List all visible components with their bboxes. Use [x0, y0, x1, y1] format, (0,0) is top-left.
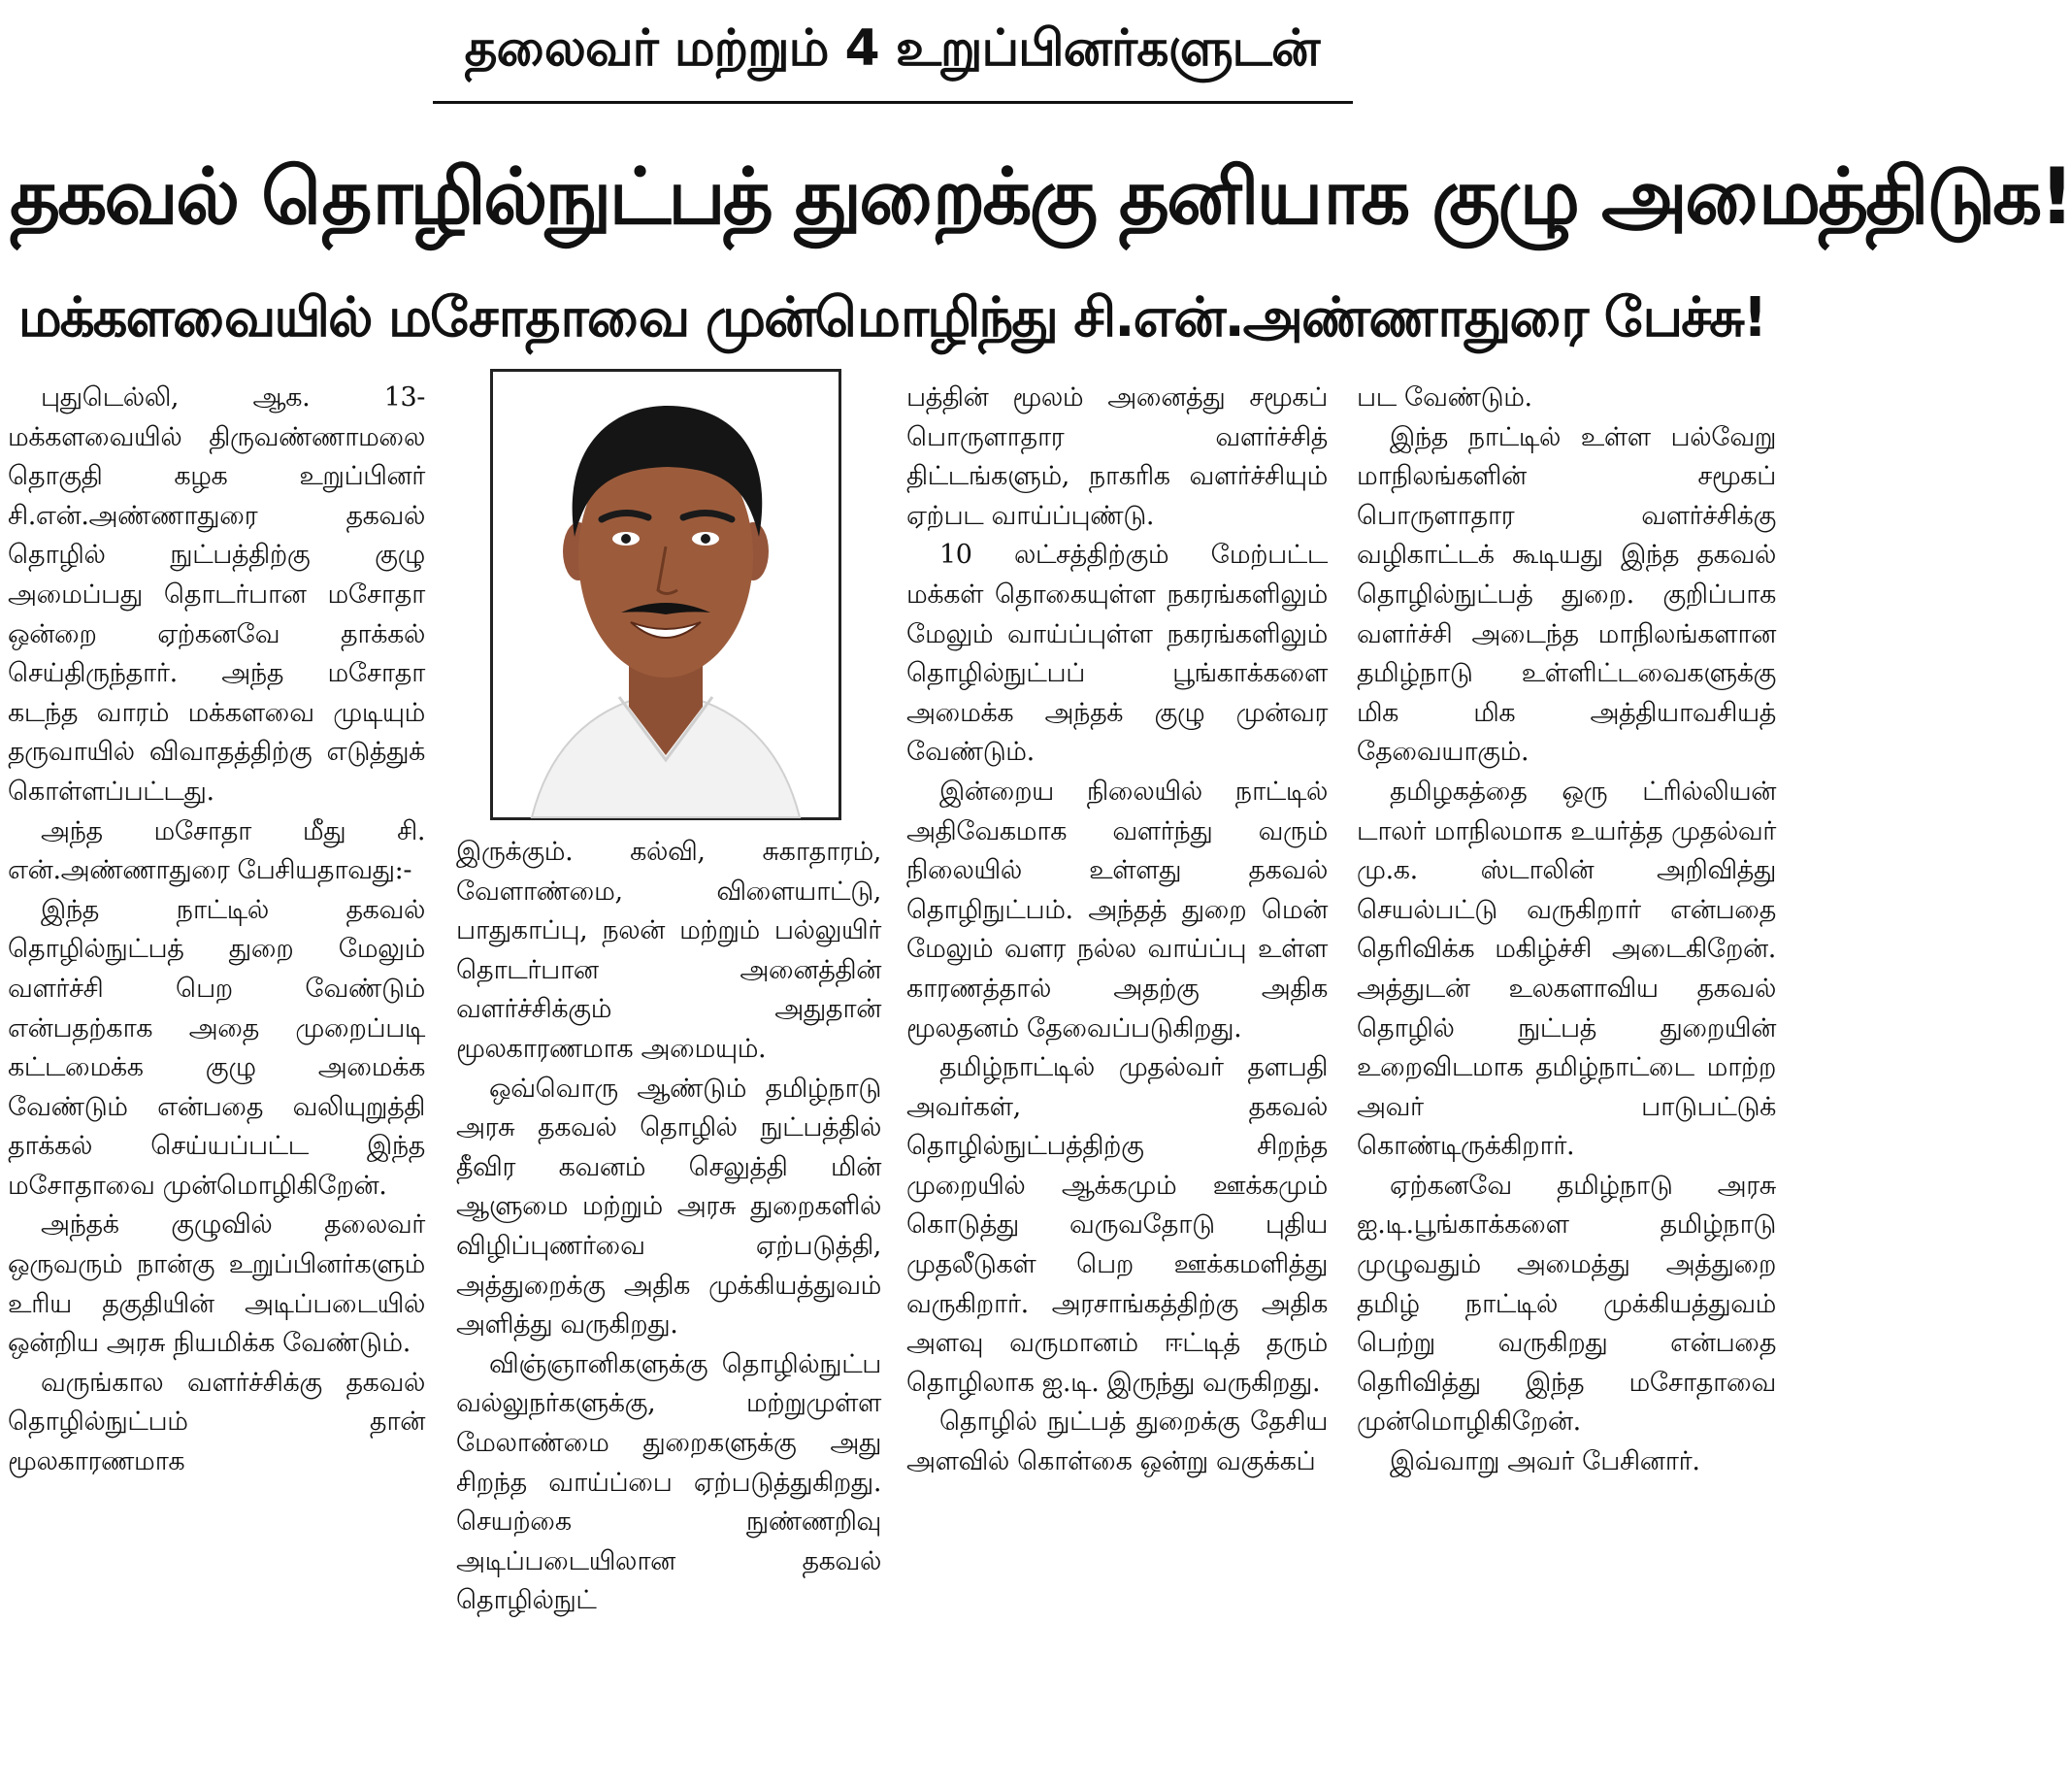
- paragraph: பட வேண்டும்.: [1357, 382, 1532, 413]
- paragraph: தொழில் நுட்பத் துறைக்கு தேசிய அளவில் கொள்கை ஒன்று வகுக்கப்: [906, 1407, 1328, 1477]
- portrait-image: [493, 372, 839, 817]
- article-column-4: [1357, 379, 1776, 1786]
- paragraph: வருங்கால வளர்ச்சிக்கு தகவல் தொழில்நுட்பம் தான் மூலகாரணமாக: [8, 1367, 425, 1477]
- paragraph: பத்தின் மூலம் அனைத்து சமூகப் பொருளாதார வளர்ச்சித் திட்டங்களும், நாகரிக வளர்ச்சியும் ஏற்பட வாய்ப்புண்டு.: [906, 382, 1328, 531]
- portrait-photo: [490, 369, 841, 820]
- kicker-headline: தலைவர் மற்றும் 4 உறுப்பினர்களுடன்: [464, 19, 1320, 78]
- paragraph: தமிழகத்தை ஒரு ட்ரில்லியன் டாலர் மாநிலமாக உயர்த்த முதல்வர் மு.க. ஸ்டாலின் அறிவித்து செயல்பட்டு வருகிறார் என்பதை தெரிவிக்க மகிழ்ச்சி அடைகிறேன். அத்துடன் உலகளாவிய தகவல் தொழில் நுட்பத் துறையின் உறைவிடமாக தமிழ்நாட்டை மாற்ற அவர் பாடுபட்டுக் கொண்டிருக்கிறார்.: [1357, 776, 1776, 1162]
- paragraph: இந்த நாட்டில் தகவல் தொழில்நுட்பத் துறை மேலும் வளர்ச்சி பெற வேண்டும் என்பதற்காக அதை முறைப்படி கட்டமைக்க குழு அமைக்க வேண்டும் என்பதை வலியுறுத்தி தாக்கல் செய்யப்பட்ட இந்த மசோதாவை முன்மொழிகிறேன்.: [8, 894, 425, 1201]
- article-column-2: [456, 833, 881, 1786]
- paragraph: இந்த நாட்டில் உள்ள பல்வேறு மாநிலங்களின் சமூகப் பொருளாதார வளர்ச்சிக்கு வழிகாட்டக் கூடியது இந்த தகவல் தொழில்நுட்பத் துறை. குறிப்பாக வளர்ச்சி அடைந்த மாநிலங்களான தமிழ்நாடு உள்ளிட்டவைகளுக்கு மிக மிக அத்தியாவசியத் தேவையாகும்.: [1357, 421, 1776, 768]
- paragraph: புதுடெல்லி, ஆக. 13- மக்களவையில் திருவண்ணாமலை தொகுதி கழக உறுப்பினர் சி.என்.அண்ணாதுரை தகவல் தொழில் நுட்பத்திற்கு குழு அமைப்பது தொடர்பான மசோதா ஒன்றை ஏற்கனவே தாக்கல் செய்திருந்தார். அந்த மசோதா கடந்த வாரம் மக்களவை முடியும் தருவாயில் விவாதத்திற்கு எடுத்துக் கொள்ளப்பட்டது.: [8, 382, 425, 807]
- paragraph: தமிழ்நாட்டில் முதல்வர் தளபதி அவர்கள், தகவல் தொழில்நுட்பத்திற்கு சிறந்த முறையில் ஆக்கமும் ஊக்கமும் கொடுத்து வருவதோடு புதிய முதலீடுகள் பெற ஊக்கமளித்து வருகிறார். அரசாங்கத்திற்கு அதிக அளவு வருமானம் ஈட்டித் தரும் தொழிலாக ஐ.டி. இருந்து வருகிறது.: [906, 1052, 1328, 1398]
- paragraph: ஒவ்வொரு ஆண்டும் தமிழ்நாடு அரசு தகவல் தொழில் நுட்பத்தில் தீவிர கவனம் செலுத்தி மின் ஆளுமை மற்றும் அரசு துறைகளில் விழிப்புணர்வை ஏற்படுத்தி, அத்துறைக்கு அதிக முக்கியத்துவம் அளித்து வருகிறது.: [456, 1073, 881, 1341]
- kicker-underline: [433, 101, 1353, 104]
- paragraph: இன்றைய நிலையில் நாட்டில் அதிவேகமாக வளர்ந்து வரும் நிலையில் உள்ளது தகவல் தொழிநுட்பம். அந்தத் துறை மென் மேலும் வளர நல்ல வாய்ப்பு உள்ள காரணத்தால் அதற்கு அதிக மூலதனம் தேவைப்படுகிறது.: [906, 776, 1328, 1043]
- paragraph: இருக்கும். கல்வி, சுகாதாரம், வேளாண்மை, விளையாட்டு, பாதுகாப்பு, நலன் மற்றும் பல்லுயிர் தொடர்பான அனைத்தின் வளர்ச்சிக்கும் அதுதான் மூலகாரணமாக அமையும்.: [456, 837, 881, 1064]
- article-column-1: [8, 379, 425, 1786]
- sub-headline: மக்களவையில் மசோதாவை முன்மொழிந்து சி.என்.அண்ணாதுரை பேச்சு!: [17, 286, 1766, 349]
- paragraph: இவ்வாறு அவர் பேசினார்.: [1390, 1446, 1700, 1477]
- article-column-3: [906, 379, 1328, 1786]
- paragraph: விஞ்ஞானிகளுக்கு தொழில்நுட்ப வல்லுநர்களுக்கு, மற்றுமுள்ள மேலாண்மை துறைகளுக்கு அது சிறந்த வாய்ப்பை ஏற்படுத்துகிறது. செயற்கை நுண்ணறிவு அடிப்படையிலான தகவல் தொழில்நுட்: [456, 1348, 881, 1616]
- paragraph: அந்தக் குழுவில் தலைவர் ஒருவரும் நான்கு உறுப்பினர்களும் உரிய தகுதியின் அடிப்படையில் ஒன்றிய அரசு நியமிக்க வேண்டும்.: [8, 1209, 425, 1359]
- paragraph: 10 லட்சத்திற்கும் மேற்பட்ட மக்கள் தொகையுள்ள நகரங்களிலும் மேலும் வாய்ப்புள்ள நகரங்களிலும் தொழில்நுட்பப் பூங்காக்களை அமைக்க அந்தக் குழு முன்வர வேண்டும்.: [906, 540, 1328, 768]
- paragraph: ஏற்கனவே தமிழ்நாடு அரசு ஐ.டி.பூங்காக்களை தமிழ்நாடு முழுவதும் அமைத்து அத்துறை தமிழ் நாட்டில் முக்கியத்துவம் பெற்று வருகிறது என்பதை தெரிவித்து இந்த மசோதாவை முன்மொழிகிறேன்.: [1357, 1170, 1776, 1438]
- paragraph: அந்த மசோதா மீது சி. என்.அண்ணாதுரை பேசியதாவது:-: [8, 815, 425, 886]
- main-headline: தகவல் தொழில்நுட்பத் துறைக்கு தனியாக குழு அமைத்திடுக!: [10, 151, 2072, 242]
